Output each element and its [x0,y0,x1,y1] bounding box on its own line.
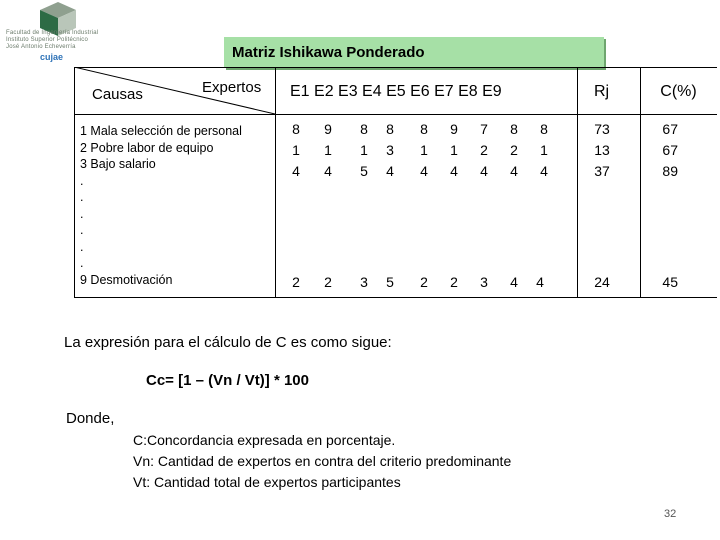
score-cell: 9 [450,121,458,137]
rj-header: Rj [594,83,610,100]
score-cell: 4 [420,163,428,179]
score-cell: 4 [540,163,548,179]
score-cell: 8 [540,121,548,137]
score-cell: 2 [510,142,518,158]
definition-item: Vn: Cantidad de expertos en contra del criterio predominante [133,453,512,469]
score-cell: 4 [510,163,518,179]
expert-8-scores [500,119,528,182]
c-cell: 89 [662,163,678,179]
score-cell: 4 [324,163,332,179]
expert-6-scores [440,119,468,182]
expert-5-scores [410,119,438,182]
rj-cell: 24 [594,274,610,290]
ellipsis-item: . [80,173,84,188]
expert-7-scores [470,119,498,182]
score-cell: 5 [360,163,368,179]
expert-2-scores [314,119,342,182]
where-label: Donde, [66,410,115,427]
logo-text-line-3: José Antonio Echeverría [6,44,76,50]
c-percent-header: C(%) [660,83,697,100]
formula: Cc= [1 – (Vn / Vt)] * 100 [146,372,309,389]
ellipsis-item: . [80,239,84,254]
logo-brand: cujae [40,52,64,62]
score-cell: 1 [450,142,458,158]
definition-item: Vt: Cantidad total de expertos participantes [133,474,401,490]
expert-1-scores [282,119,310,182]
corner-causes-label: Causas [92,86,143,103]
score-cell: 8 [292,121,300,137]
score-cell: 1 [360,142,368,158]
score-cell: 4 [386,163,394,179]
table-border-bottom [74,297,717,298]
ellipsis-item: . [80,190,84,204]
cause-item: 1 Mala selección de personal [80,124,242,138]
rj-cell: 37 [594,163,610,179]
ellipsis-item: . [80,223,84,237]
score-cell: 1 [292,142,300,158]
table-divider-c [640,67,641,298]
score-cell: 9 [324,121,332,137]
logo-text-line-2: Instituto Superior Politécnico [6,37,89,43]
page-number: 32 [664,508,677,520]
expert-4-scores [376,119,404,182]
score-cell: 3 [386,142,394,158]
score-cell: 5 [386,274,394,290]
rj-cell: 13 [594,142,610,158]
institution-logo [6,2,146,62]
definition-item: C:Concordancia expresada en porcentaje. [133,432,396,448]
score-cell: 8 [386,121,394,137]
c-cell: 45 [662,274,678,290]
c-cell: 67 [662,121,678,137]
score-cell: 1 [420,142,428,158]
score-cell: 8 [360,121,368,137]
score-cell: 2 [480,142,488,158]
expert-9-scores [530,119,558,182]
explanation-text: La expresión para el cálculo de C es como sigue: [64,334,392,351]
expert-3-scores [350,119,378,182]
slide-title: Matriz Ishikawa Ponderado [224,37,604,68]
cause-item: 2 Pobre labor de equipo [80,140,214,155]
score-cell: 2 [324,274,332,290]
cause-item: 3 Bajo salario [80,157,156,171]
rj-values [578,119,626,182]
last-cause: 9 Desmotivación [80,273,173,287]
logo-text-line-1: Facultad de Ingeniería Industrial [6,30,99,36]
score-cell: 8 [420,121,428,137]
corner-experts-label: Expertos [202,79,262,96]
score-cell: 4 [536,274,544,290]
c-cell: 67 [662,142,678,158]
rj-cell: 73 [594,121,610,137]
score-cell: 4 [480,163,488,179]
score-cell: 4 [510,274,518,290]
ellipsis-item: . [80,256,84,270]
score-cell: 2 [450,274,458,290]
ellipsis-item: . [80,206,84,221]
ishikawa-matrix-table [74,67,717,298]
experts-header: E1 E2 E3 E4 E5 E6 E7 E8 E9 [290,83,502,100]
score-cell: 7 [480,121,488,137]
score-cell: 3 [360,274,368,290]
score-cell: 8 [510,121,518,137]
score-cell: 3 [480,274,488,290]
score-cell: 1 [324,142,332,158]
score-cell: 2 [292,274,300,290]
definitions-list [133,430,511,493]
c-values [644,119,678,182]
score-cell: 4 [450,163,458,179]
causes-list [80,123,242,272]
score-cell: 4 [292,163,300,179]
table-divider-rj [577,67,578,298]
score-cell: 2 [420,274,428,290]
score-cell: 1 [540,142,548,158]
